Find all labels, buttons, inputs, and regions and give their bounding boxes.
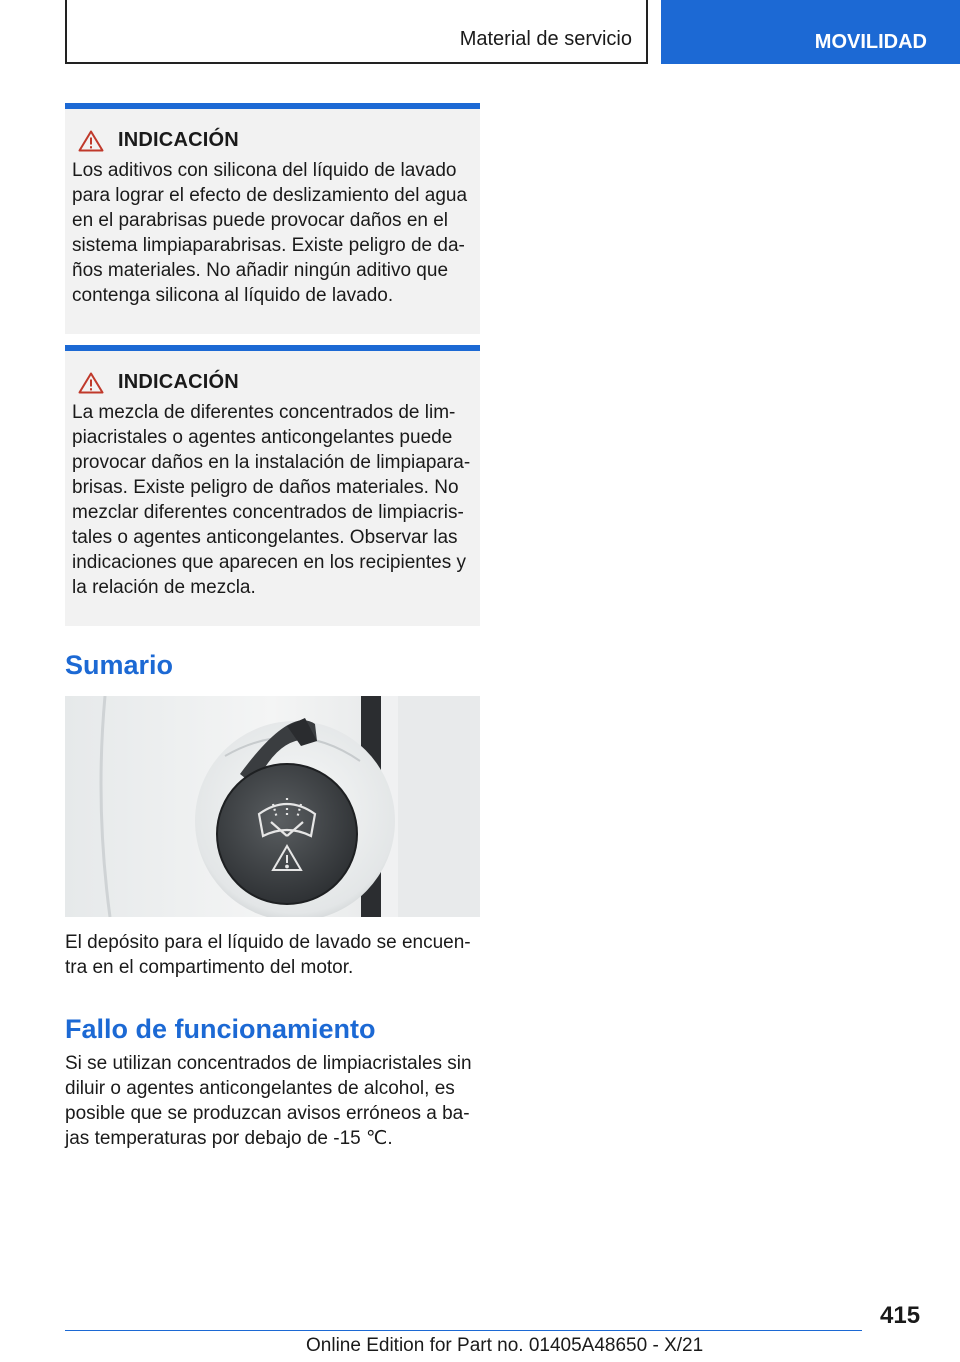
notice-line: brisas. Existe peligro de daños materiales. No (72, 477, 459, 498)
notice-line: para lograr el efecto de deslizamiento del agua (72, 185, 468, 206)
notice-line: la relación de mezcla. (72, 577, 256, 598)
paragraph-line: posible que se produzcan avisos erróneos a ba‐ (65, 1103, 470, 1124)
header-section-box (65, 0, 648, 64)
warning-triangle-icon (78, 372, 104, 394)
footer-edition: Online Edition for Part no. 01405A48650 - X/21 (306, 1335, 704, 1356)
section-title: Material de servicio (459, 28, 632, 50)
warning-triangle-icon (78, 130, 104, 152)
paragraph-line: El depósito para el líquido de lavado se encuen‐ (65, 932, 471, 953)
chapter-title: MOVILIDAD (814, 30, 927, 53)
notice-box-silicone (65, 103, 480, 334)
notice-line: Los aditivos con silicona del líquido de lavado (72, 160, 457, 181)
chapter-tab (661, 0, 960, 64)
notice-text (72, 400, 472, 600)
notice-line: indicaciones que aparecen en los recipientes y (72, 552, 466, 573)
washer-fluid-cap-illustration (65, 696, 480, 917)
heading-malfunction: Fallo de funcionamiento (65, 1014, 376, 1044)
notice-box-mixing (65, 345, 480, 626)
notice-header (72, 371, 472, 394)
washer-fluid-reservoir-image (65, 696, 480, 917)
heading-summary: Sumario (65, 650, 174, 680)
notice-text (72, 158, 472, 308)
malfunction-paragraph (65, 1051, 480, 1151)
notice-line: mezclar diferentes concentrados de limpiacris‐ (72, 502, 464, 523)
notice-line: piacristales o agentes anticongelantes puede (72, 427, 453, 448)
notice-line: La mezcla de diferentes concentrados de lim‐ (72, 402, 456, 423)
summary-paragraph (65, 930, 480, 980)
footer-divider (65, 1330, 862, 1331)
notice-line: ños materiales. No añadir ningún aditivo que (72, 260, 449, 281)
notice-line: contenga silicona al líquido de lavado. (72, 285, 394, 306)
notice-header (72, 129, 472, 152)
notice-title: INDICACIÓN (118, 371, 239, 393)
paragraph-line: tra en el compartimento del motor. (65, 957, 354, 978)
notice-line: sistema limpiaparabrisas. Existe peligro de da‐ (72, 235, 465, 256)
paragraph-line: Si se utilizan concentrados de limpiacristales sin (65, 1053, 472, 1074)
paragraph-line: diluir o agentes anticongelantes de alcohol, es (65, 1078, 455, 1099)
notice-line: tales o agentes anticongelantes. Observar las (72, 527, 458, 548)
notice-line: en el parabrisas puede provocar daños en el (72, 210, 449, 231)
notice-line: provocar daños en la instalación de limpiapara‐ (72, 452, 471, 473)
notice-title: INDICACIÓN (118, 129, 239, 151)
page-number: 415 (880, 1302, 921, 1329)
paragraph-line: jas temperaturas por debajo de -15 ℃. (65, 1128, 393, 1149)
